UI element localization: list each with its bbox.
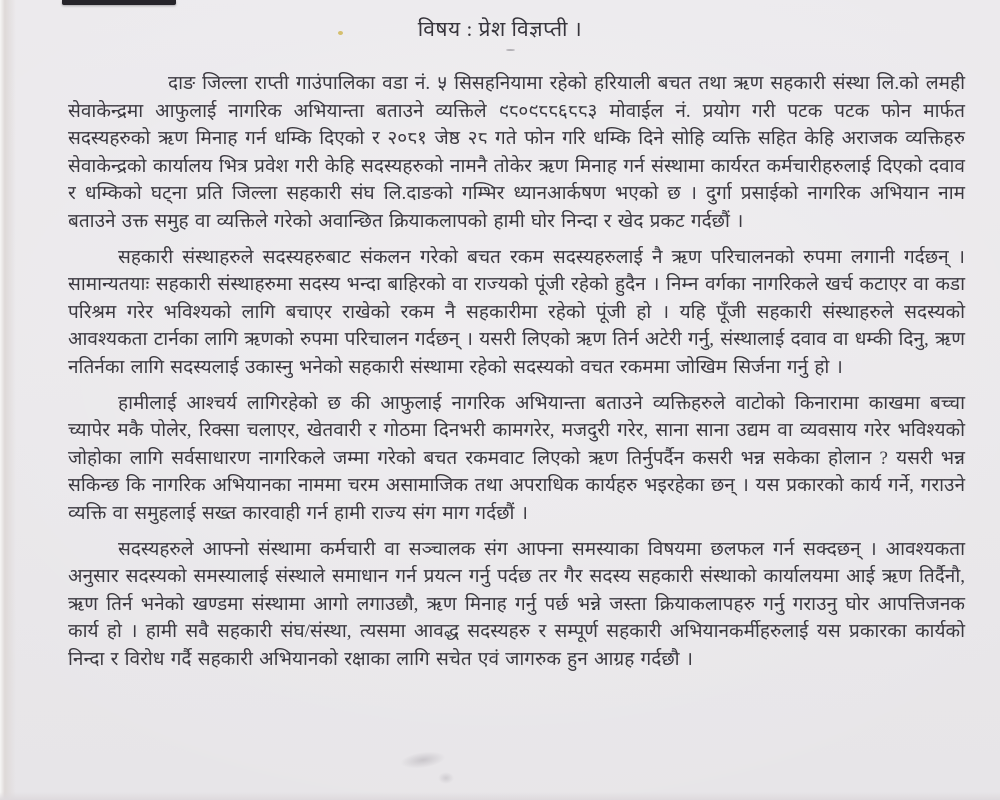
paper-edge-shadow-bottom xyxy=(0,792,1000,800)
scan-smudge-artifact xyxy=(438,772,454,784)
scan-dark-bar-artifact xyxy=(62,0,176,5)
paragraph-incident-report: दाङ जिल्ला राप्ती गाउंपालिका वडा नं. ५ सिसहनियामा रहेको हरियाली बचत तथा ऋण सहकारी संस्था लि.को लमही सेवाकेन्द्रमा आफुलाई नागरिक अभियान्ता बताउने व्यक्तिले ९८०९८८६८८३ मोवाईल नं. प्रयोग गरी पटक पटक फोन मार्फत सदस्यहरुको ऋण मिनाह गर्न धम्कि दिएको र २०८१ जेष्ठ २८ गते फोन गरि धम्कि दिने सोहि व्यक्ति सहित केहि अराजक व्यक्तिहरु सेवाकेन्द्रको कार्यालय भित्र प्रवेश गरी केहि सदस्यहरुको नामनै तोकेर ऋण मिनाह गर्न संस्थामा कार्यरत कर्मचारीहरुलाई दिएको दवाव र धम्किको घट्ना प्रति जिल्ला सहकारी संघ लि.दाङको गम्भिर ध्यानआर्कषण भएको छ । दुर्गा प्रसाईको नागरिक अभियान नाम बताउने उक्त समुह वा व्यक्तिले गरेको अवान्छित क्रियाकलापको हामी घोर निन्दा र खेद प्रकट गर्दछौं । xyxy=(68,73,965,232)
paragraph-cooperative-capital: सहकारी संस्थाहरुले सदस्यहरुबाट संकलन गरेको बचत रकम सदस्यहरुलाई नै ऋण परिचालनको रुपमा लगानी गर्दछन् । सामान्यतयाः सहकारी संस्थाहरुमा सदस्य भन्दा बाहिरको वा राज्यको पूंजी रहेको हुदैन । निम्न वर्गका नागरिकले खर्च कटाएर वा कडा परिश्रम गरेर भविश्यको लागि बचाएर राखेको रकम नै सहकारीमा रहेको पूंजी हो । यहि पूँजी सहकारी संस्थाहरुले सदस्यको आवश्यकता टार्नका लागि ऋणको रुपमा परिचालन गर्दछन् । यसरी लिएको ऋण तिर्न अटेरी गर्नु, संस्थालाई दवाव वा धम्की दिनु, ऋण नतिर्नका लागि सदस्यलाई उकास्नु भनेको सहकारी संस्थामा रहेको सदस्यको वचत रकममा जोखिम सिर्जना गर्नु हो । xyxy=(68,246,965,378)
document-subject-title: विषय : प्रेश विज्ञप्ती । xyxy=(417,17,583,41)
document-body xyxy=(68,70,965,681)
scan-smudge-artifact xyxy=(399,749,447,771)
paragraph-appeal-to-members: सदस्यहरुले आफ्नो संस्थामा कर्मचारी वा सञ्चालक संग आफ्ना समस्याका विषयमा छलफल गर्न सक्दछन् । आवश्यकता अनुसार सदस्यको समस्यालाई संस्थाले समाधान गर्न प्रयत्न गर्नु पर्दछ तर गैर सदस्य सहकारी संस्थाको कार्यालयमा आई ऋण तिर्दैनौ, ऋण तिर्न भनेको खण्डमा संस्थामा आगो लगाउछौ, ऋण मिनाह गर्नु पर्छ भन्ने जस्ता क्रियाकलापहरु गर्नु गराउनु घोर आपत्तिजनक कार्य हो । हामी सवै सहकारी संघ/संस्था, त्यसमा आवद्ध सदस्यहरु र सम्पूर्ण सहकारी अभियानकर्मीहरुलाई यस प्रकारका कार्यको निन्दा र विरोध गर्दै सहकारी अभियानको रक्षाका लागि सचेत एवं जागरुक हुन आग्रह गर्दछौ । xyxy=(68,538,965,670)
pencil-mark-artifact xyxy=(506,49,515,51)
paragraph-criticism-of-campaigners: हामीलाई आश्चर्य लागिरहेको छ की आफुलाई नागरिक अभियान्ता बताउने व्यक्तिहरुले वाटोको किनारामा काखमा बच्चा च्यापेर मकै पोलेर, रिक्सा चलाएर, खेतवारी र गोठमा दिनभरी कामगरेर, मजदुरी गरेर, साना साना उद्यम वा व्यवसाय गरेर भविश्यको जोहोका लागि सर्वसाधारण नागरिकले जम्मा गरेको बचत रकमवाट लिएको ऋण तिर्नुपर्दैन कसरी भन्न सकेका होलान ? यसरी भन्न सकिन्छ कि नागरिक अभियानका नाममा चरम असामाजिक तथा अपराधिक कार्यहरु भइरहेका छन् । यस प्रकारको कार्य गर्ने, गराउने व्यक्ति वा समुहलाई सख्त कारवाही गर्न हामी राज्य संग माग गर्दछौं । xyxy=(68,392,965,524)
paper-edge-shadow-left xyxy=(0,0,16,800)
